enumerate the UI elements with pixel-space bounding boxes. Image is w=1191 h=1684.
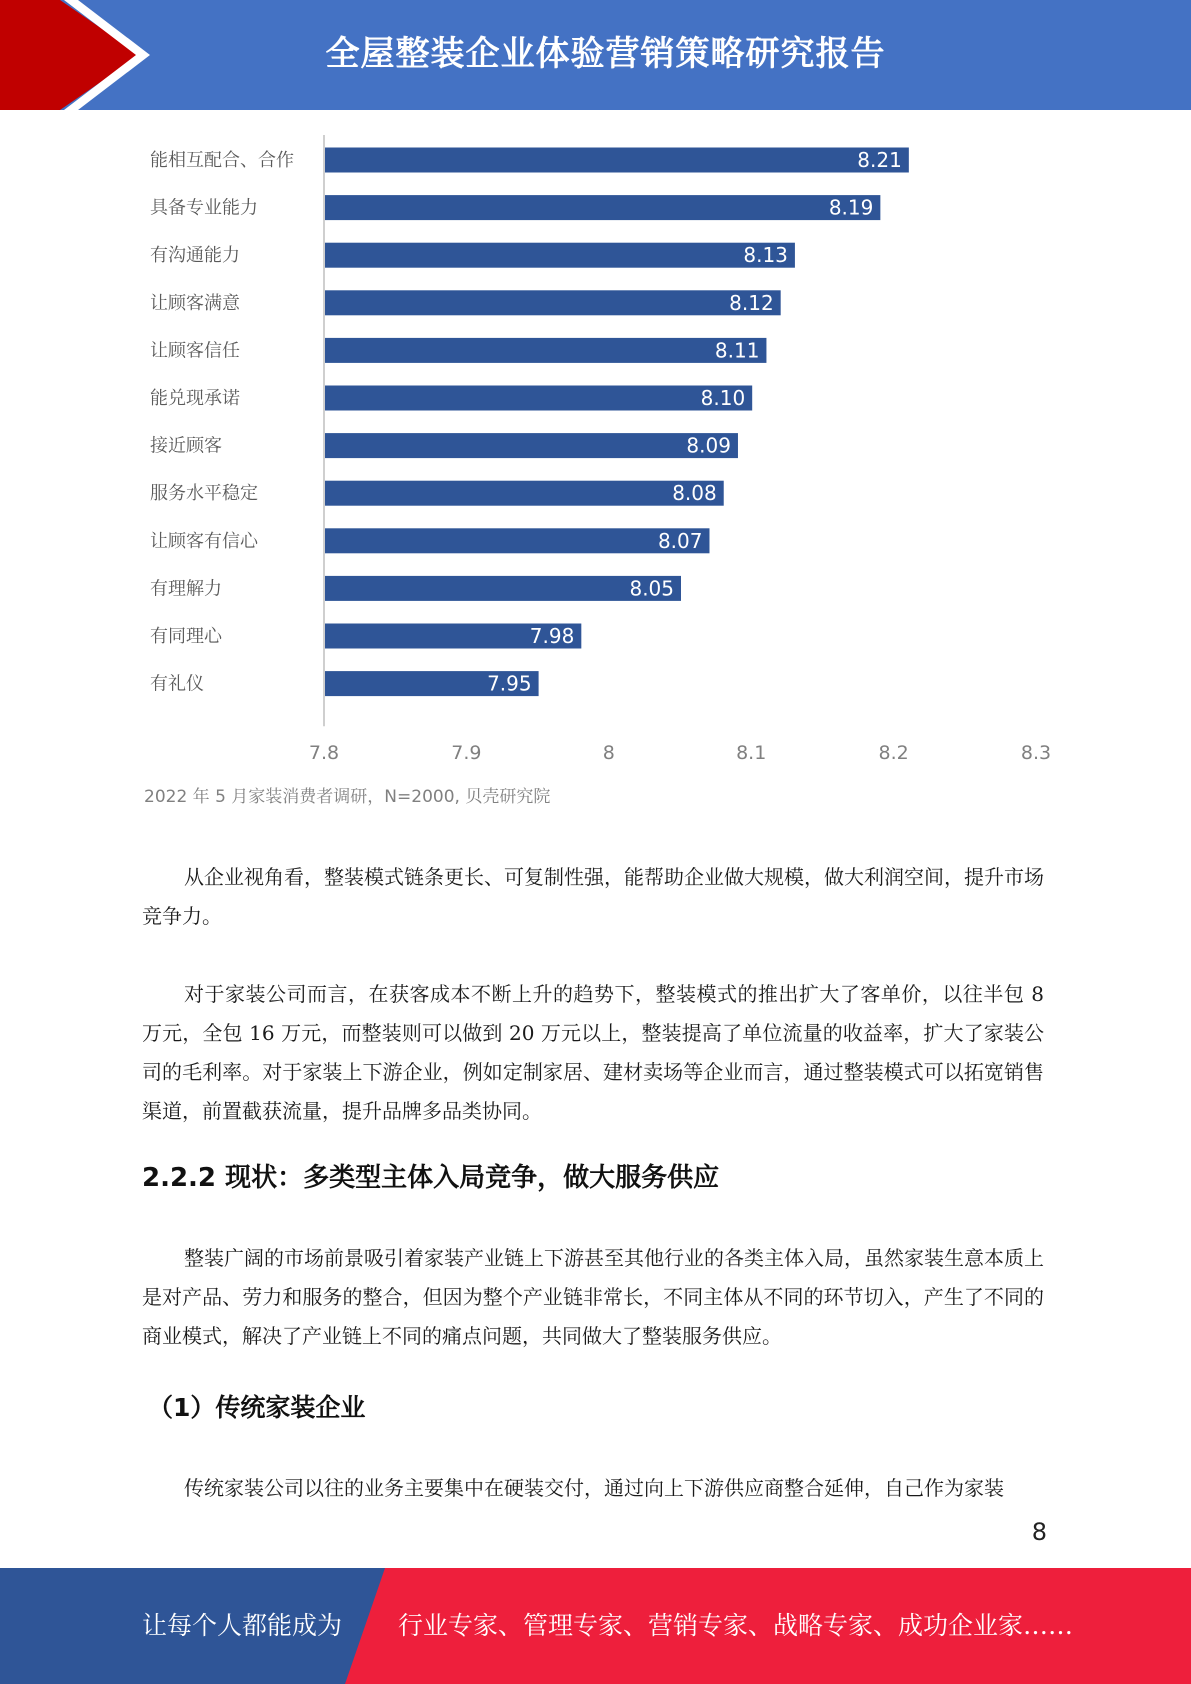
bar [325, 576, 681, 601]
x-tick-label: 8 [602, 742, 615, 764]
x-tick-label: 8.3 [1020, 742, 1052, 764]
page-header [0, 0, 1191, 110]
bar [325, 148, 909, 173]
bar-value-label: 8.12 [729, 290, 774, 315]
bar [325, 528, 709, 553]
x-tick-label: 8.2 [878, 742, 909, 764]
bar-value-label: 8.08 [672, 481, 717, 506]
category-label: 服务水平稳定 [150, 483, 258, 505]
bar-value-label: 8.11 [714, 338, 760, 363]
bar [325, 243, 795, 268]
bar [325, 481, 724, 506]
category-label: 能兑现承诺 [150, 388, 240, 409]
bar [325, 433, 738, 458]
section-heading-2-2-2: 2.2.2 现状：多类型主体入局竞争，做大服务供应 [142, 1163, 720, 1193]
bar-value-label: 7.95 [487, 671, 532, 696]
category-label: 有理解力 [150, 578, 222, 600]
bar [325, 290, 781, 315]
category-label: 让顾客有信心 [150, 530, 258, 552]
category-label: 能相互配合、合作 [150, 150, 294, 171]
bar [325, 338, 766, 363]
footer-slogan-right: 行业专家、管理专家、营销专家、战略专家、成功企业家…… [398, 1611, 1074, 1640]
page-number: 8 [1031, 1518, 1047, 1546]
paragraph-market-prospect: 整装广阔的市场前景吸引着家装产业链上下游甚至其他行业的各类主体入局，虽然家装生意本质上是对产品、劳力和服务的整合，但因为整个产业链非常长，不同主体从不同的环节切入，产生了不同的商业模式，解决了产业链上不同的痛点问题，共同做大了整装服务供应。 [142, 1246, 1044, 1348]
x-tick-label: 7.8 [308, 742, 340, 764]
bar-value-label: 8.05 [629, 576, 674, 601]
bar-value-label: 8.13 [743, 243, 788, 268]
category-label: 有同理心 [150, 626, 222, 647]
bar [325, 195, 880, 220]
footer-slogan-left: 让每个人都能成为 [142, 1611, 343, 1640]
paragraph-home-decoration-company: 对于家装公司而言，在获客成本不断上升的趋势下，整装模式的推出扩大了客单价，以往半包 8 万元，全包 16 万元，而整装则可以做到 20 万元以上，整装提高了单位流量的收益率，扩大了家装公司的毛利率。对于家装上下游企业，例如定制家居、建材卖场等企业而言，通过整装模式可以拓宽销售渠道，前置截获流量，提升品牌多品类协同。 [142, 982, 1044, 1123]
bar-value-label: 8.09 [686, 433, 731, 458]
report-title: 全屋整装企业体验营销策略研究报告 [325, 34, 886, 74]
x-tick-label: 8.1 [736, 742, 767, 764]
category-label: 具备专业能力 [150, 197, 258, 219]
category-label: 有礼仪 [150, 673, 204, 695]
category-label: 接近顾客 [150, 435, 222, 457]
category-label: 让顾客满意 [150, 292, 240, 314]
category-label: 让顾客信任 [150, 340, 240, 362]
category-label: 有沟通能力 [150, 245, 240, 267]
bar-value-label: 8.10 [700, 386, 746, 410]
paragraph-enterprise-view: 从企业视角看，整装模式链条更长、可复制性强，能帮助企业做大规模，做大利润空间，提升市场竞争力。 [142, 865, 1044, 928]
chart-source-note: 2022 年 5 月家装消费者调研，N=2000, 贝壳研究院 [144, 787, 551, 807]
bar-value-label: 8.21 [857, 148, 902, 172]
bar-chart [140, 135, 1060, 775]
bar-value-label: 8.19 [828, 195, 874, 220]
bar-chart-svg [140, 135, 1060, 775]
subsection-heading-traditional: （1）传统家装企业 [148, 1393, 366, 1422]
page-footer [0, 1568, 1191, 1684]
bar-value-label: 7.98 [529, 624, 575, 648]
paragraph-traditional-companies: 传统家装公司以往的业务主要集中在硬装交付，通过向上下游供应商整合延伸，自己作为家装 [184, 1476, 1004, 1500]
x-tick-label: 7.9 [451, 742, 482, 764]
bar-value-label: 8.07 [657, 528, 703, 553]
bar [325, 386, 752, 411]
